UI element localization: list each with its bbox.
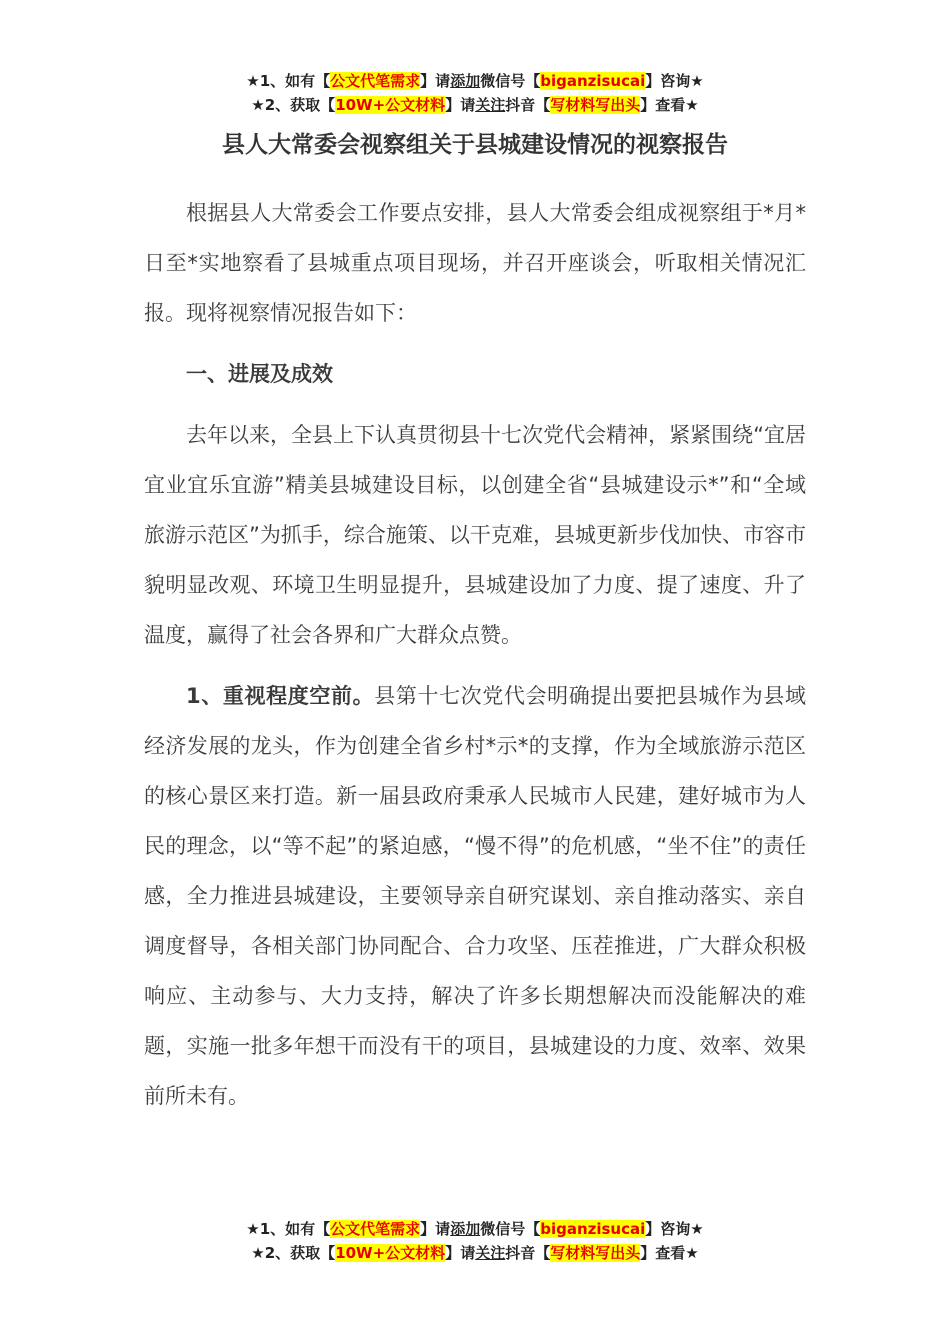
banner-text: ★1、如有【 xyxy=(246,72,331,90)
item-body: 县第十七次党代会明确提出要把县城作为县域经济发展的龙头，作为创建全省乡村*示*的支撑，作为全域旅游示范区的核心景区来打造。新一届县政府秉承人民城市人民建，建好城市为人民的理念，以“等不起”的紧迫感，“慢不得”的危机感，“坐不住”的责任感，全力推进县城建设，主要领导亲自研究谋划、亲自推动落实、亲自调度督导，各相关部门协同配合、合力攻坚、压茬推进，广大群众积极响应、主动参与、大力支持，解决了许多长期想解决而没能解决的难题，实施一批多年想干而没有干的项目，县城建设的力度、效率、效果前所未有。 xyxy=(144,684,806,1108)
banner-text: 】咨询★ xyxy=(645,1220,704,1238)
banner-text: 】咨询★ xyxy=(645,72,704,90)
intro-paragraph: 根据县人大常委会工作要点安排，县人大常委会组成视察组于*月*日至*实地察看了县城重点项目现场，并召开座谈会，听取相关情况汇报。现将视察情况报告如下： xyxy=(144,201,806,325)
banner-text: 】请 xyxy=(420,72,451,90)
banner-highlight: 公文代笔需求 xyxy=(330,1220,421,1238)
banner-text: 】请 xyxy=(445,96,476,114)
banner-line-2 xyxy=(0,93,950,117)
banner-text: ★2、获取【 xyxy=(251,1244,336,1262)
banner-highlight: 10W+公文材料 xyxy=(335,1244,446,1262)
banner-text: 】请 xyxy=(445,1244,476,1262)
footer-banner xyxy=(0,1217,950,1265)
section-paragraph: 去年以来，全县上下认真贯彻县十七次党代会精神，紧紧围绕“宜居宜业宜乐宜游”精美县城建设目标，以创建全省“县城建设示*”和“全域旅游示范区”为抓手，综合施策、以干克难，县城更新步伐加快、市容市貌明显改观、环境卫生明显提升，县城建设加了力度、提了速度、升了温度，赢得了社会各界和广大群众点赞。 xyxy=(144,423,806,647)
banner-line-1 xyxy=(0,69,950,93)
banner-line-1 xyxy=(0,1217,950,1241)
banner-text: 】请 xyxy=(420,1220,451,1238)
banner-highlight: 写材料写出头 xyxy=(550,1244,641,1262)
header-banner xyxy=(0,69,950,117)
banner-underlined-text: 关注 xyxy=(475,1244,506,1262)
banner-text: 】查看★ xyxy=(640,96,699,114)
banner-line-2 xyxy=(0,1241,950,1265)
banner-underlined-text: 添加 xyxy=(450,1220,481,1238)
section-heading: 一、进展及成效 xyxy=(186,362,333,386)
banner-highlight: biganzisucai xyxy=(540,1220,646,1238)
item-paragraph xyxy=(144,671,806,1121)
banner-text: 微信号【 xyxy=(480,1220,541,1238)
banner-text: ★2、获取【 xyxy=(251,96,336,114)
document-body xyxy=(144,128,806,1121)
banner-text: 抖音【 xyxy=(505,96,551,114)
banner-text: 抖音【 xyxy=(505,1244,551,1262)
document-title: 县人大常委会视察组关于县城建设情况的视察报告 xyxy=(222,132,728,158)
banner-highlight: 写材料写出头 xyxy=(550,96,641,114)
banner-underlined-text: 关注 xyxy=(475,96,506,114)
banner-highlight: 公文代笔需求 xyxy=(330,72,421,90)
banner-text: 】查看★ xyxy=(640,1244,699,1262)
banner-underlined-text: 添加 xyxy=(450,72,481,90)
item-lead: 1、重视程度空前。 xyxy=(186,684,375,708)
banner-text: 微信号【 xyxy=(480,72,541,90)
banner-highlight: biganzisucai xyxy=(540,72,646,90)
banner-text: ★1、如有【 xyxy=(246,1220,331,1238)
banner-highlight: 10W+公文材料 xyxy=(335,96,446,114)
